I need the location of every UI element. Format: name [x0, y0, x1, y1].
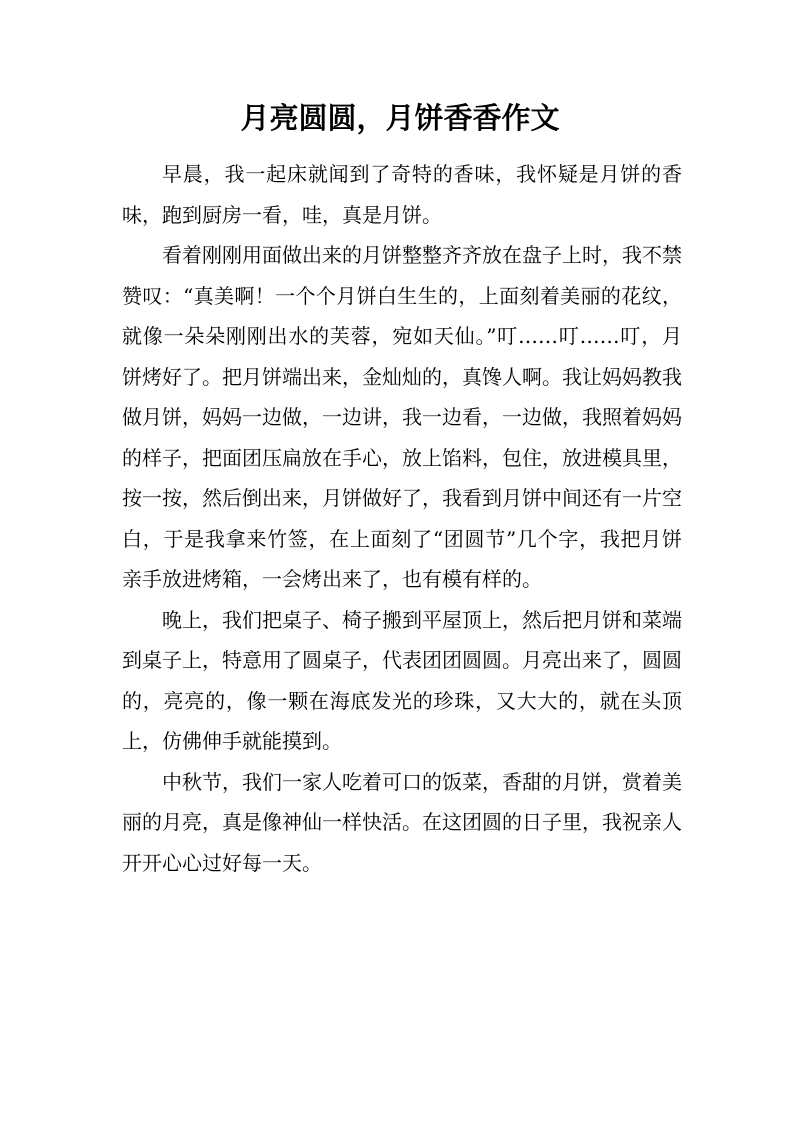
paragraph-3: 晚上，我们把桌子、椅子搬到平屋顶上，然后把月饼和菜端到桌子上，特意用了圆桌子，代表团团圆圆。月亮出来了，圆圆的，亮亮的，像一颗在海底发光的珍珠，又大大的，就在头顶上，仿佛伸手就能摸到。 — [122, 607, 682, 753]
paragraph-4: 中秋节，我们一家人吃着可口的饭菜，香甜的月饼，赏着美丽的月亮，真是像神仙一样快活。在这团圆的日子里，我祝亲人开开心心过好每一天。 — [122, 769, 682, 875]
document-title: 月亮圆圆，月饼香香作文 — [240, 101, 560, 135]
paragraph-2: 看着刚刚用面做出来的月饼整整齐齐放在盘子上时，我不禁赞叹：“真美啊！一个个月饼白生生的，上面刻着美丽的花纹，就像一朵朵刚刚出水的芙蓉，宛如天仙。”叮……叮……叮，月饼烤好了。把月饼端出来，金灿灿的，真馋人啊。我让妈妈教我做月饼，妈妈一边做，一边讲，我一边看，一边做，我照着妈妈的样子，把面团压扁放在手心，放上馅料，包住，放进模具里，按一按，然后倒出来，月饼做好了，我看到月饼中间还有一片空白，于是我拿来竹签，在上面刻了“团圆节”几个字，我把月饼亲手放进烤箱，一会烤出来了，也有模有样的。 — [122, 243, 682, 591]
paragraph-1: 早晨，我一起床就闻到了奇特的香味，我怀疑是月饼的香味，跑到厨房一看，哇，真是月饼。 — [122, 162, 682, 227]
document-body — [122, 154, 682, 883]
